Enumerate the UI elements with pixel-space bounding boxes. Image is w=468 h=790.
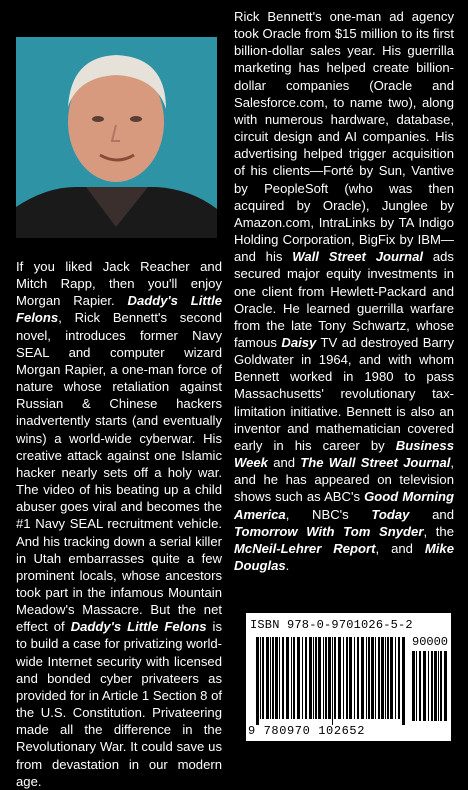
author-bio: Rick Bennett's one-man ad agency took Oracle from $15 million to its first billion-dollar sales year. His guerrilla marketing has helped create billion-dollar companies (Oracle and Salesforce.com, to name two), along with numerous hardware, database, circuit design and AI companies. His advertising helped trigger acquisition of his clients—Forté by Sun, Vantive by PeopleSoft (who was then acquired by Oracle), Junglee by Amazon.com, IntraLinks by TA Indigo Holding Corporation, BigFix by IBM—and his Wall Street Journal ads secured major equity investments in one client from Hewlett-Packard and Oracle. He learned guerrilla warfare from the late Tony Schwartz, whose famous Daisy TV ad destroyed Barry Goldwater in 1964, and with whom Bennett worked in 1980 to pass Massachusetts' revolutionary tax-limitation initiative. Bennett is also an inventor and mathematician covered early in his career by Business Week and The Wall Street Journal, and he has appeared on television shows such as ABC's Good Morning America, NBC's Today and Tomorrow With Tom Snyder, the McNeil-Lehrer Report, and Mike Douglas. — [234, 9, 455, 573]
barcode-bar — [305, 637, 307, 719]
barcode-bar — [270, 637, 271, 719]
barcode-bar — [338, 637, 341, 719]
barcode-bar — [323, 637, 324, 719]
barcode-bar — [354, 637, 355, 719]
barcode-bar — [428, 651, 429, 721]
book-title: Daddy's Little Felons — [70, 619, 207, 635]
barcode-bar — [444, 651, 447, 721]
author-portrait-icon — [16, 37, 217, 238]
barcode-bar — [325, 637, 327, 719]
author-photo — [16, 37, 217, 238]
barcode-bars-icon — [256, 637, 406, 725]
barcode-bar — [266, 637, 269, 719]
barcode-bar — [318, 637, 321, 719]
barcode-bar — [419, 651, 421, 721]
barcode-bar — [302, 637, 303, 719]
barcode-bar — [398, 637, 400, 719]
barcode-bar — [256, 637, 259, 725]
barcode-bar — [309, 637, 312, 719]
isbn-label: ISBN 978-0-9701026-5-2 — [250, 618, 413, 632]
barcode-bar — [275, 637, 278, 719]
barcode-bar — [361, 637, 364, 719]
barcode-bar — [293, 637, 295, 719]
barcode-bar — [438, 651, 439, 721]
barcode-bar — [328, 637, 331, 719]
barcode-bar — [390, 637, 393, 719]
barcode-bar — [297, 637, 300, 719]
barcode-bar — [291, 637, 292, 719]
barcode-bar — [440, 651, 442, 721]
barcode-bar — [332, 637, 333, 725]
barcode-bar — [366, 637, 367, 719]
barcode-bar — [416, 651, 417, 721]
barcode-bar — [368, 637, 370, 719]
barcode-bar — [431, 651, 433, 721]
book-title: Daddy's Little Felons — [16, 293, 222, 326]
barcode-bar — [262, 637, 264, 719]
addon-barcode-icon — [412, 651, 448, 727]
barcode-bar — [334, 637, 336, 719]
barcode-bar — [402, 637, 405, 725]
barcode-bar — [279, 637, 280, 719]
barcode-bar — [395, 637, 396, 719]
barcode-bar — [272, 637, 274, 719]
book-description: If you liked Jack Reacher and Mitch Rapp, then you'll enjoy Morgan Rapier. Daddy's Little Felons, Rick Bennett's second novel, introduces former Navy SEAL and computer wizard Morgan Rapier, a one-man force of nature whose retaliation against Russian & Chinese hackers inadvertently starts (and eventually wins) a world-wide cyberwar. His creative attack against one Islamic hacker nearly sets off a holy war. The video of his beating up a child abuser goes viral and becomes the #1 Navy SEAL recruitment vehicle. And his tracking down a serial killer in Utah embarrasses quite a few prominent locals, whose ancestors took part in the infamous Mountain Meadow's Massacre. But the net effect of Daddy's Little Felons is to build a case for privatizing world-wide Internet security with licensed and bonded cyber privateers as provided for in Article 1 Section 8 of the U.S. Constitution. Privateering made all the difference in the Revolutionary War. It could save us from devastation in our modern age. — [16, 259, 223, 789]
barcode-bar — [412, 651, 415, 721]
barcode-bar — [387, 637, 389, 719]
barcode-bar — [346, 637, 348, 719]
barcode-bar — [313, 637, 314, 719]
barcode-bar — [349, 637, 352, 719]
barcode-bar — [375, 637, 376, 719]
barcode-bar — [385, 637, 386, 719]
barcode-digits: 9 780970 102652 — [248, 724, 366, 738]
barcode-bar — [357, 637, 359, 719]
barcode-bar — [381, 637, 384, 719]
barcode-bar — [423, 651, 426, 721]
barcode-bar — [260, 637, 261, 719]
barcode-bar — [434, 651, 437, 721]
barcode-bar — [343, 637, 344, 719]
barcode-bar — [282, 637, 284, 719]
barcode-bar — [378, 637, 380, 719]
barcode — [246, 613, 451, 741]
barcode-bar — [371, 637, 374, 719]
price-code: 90000 — [412, 635, 449, 649]
barcode-bar — [315, 637, 317, 719]
barcode-bar — [286, 637, 289, 719]
